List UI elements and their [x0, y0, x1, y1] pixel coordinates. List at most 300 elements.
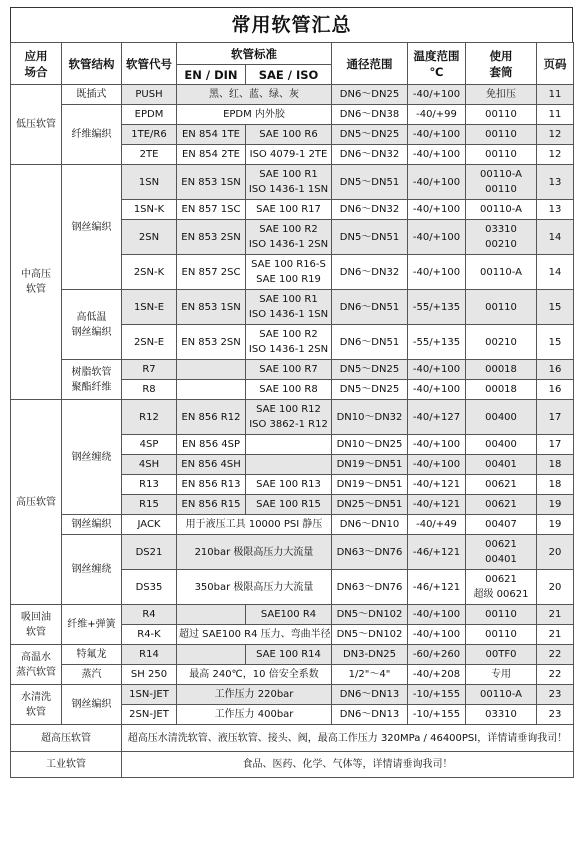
- table-row: [11, 105, 574, 125]
- table-row: [11, 165, 574, 200]
- standard-sae-iso-text: SAE100 R4: [260, 609, 317, 620]
- table-row: [11, 515, 574, 535]
- fitting-text: 00110: [485, 629, 517, 640]
- structure-push-in: [62, 85, 122, 105]
- standard-note-text: 最高 240℃，10 倍安全系数: [189, 669, 319, 680]
- structure-steel-braid: [62, 165, 122, 290]
- standard-note-text: 工作压力 220bar: [214, 689, 294, 700]
- bore-range-text: DN25～DN51: [336, 499, 403, 510]
- standard-note-text: 210bar 极限高压力大流量: [194, 546, 314, 558]
- ultra-high-pressure-label: [11, 725, 122, 752]
- standard-note-text: EPDM 内外胶: [223, 109, 285, 120]
- standard-sae-iso-text: ISO 3862-1 R12: [249, 419, 328, 430]
- industrial-hose-text-text: 食品、医药、化学、气体等，详情请垂询我司！: [242, 759, 453, 770]
- hose-code-text: 2SN: [138, 231, 160, 243]
- temp-range-text: -40/+99: [416, 109, 457, 120]
- standard-sae-iso-text: SAE 100 R6: [259, 129, 318, 140]
- standard-note: [177, 85, 332, 105]
- hose-code-text: 2SN-K: [133, 266, 165, 278]
- hose-code: [122, 475, 177, 495]
- standard-sae-iso-text: SAE 100 R17: [256, 204, 321, 215]
- bore-range-text: DN6～DN13: [339, 709, 400, 720]
- page-number: [537, 360, 574, 380]
- page-number: [537, 125, 574, 145]
- hose-code: [122, 360, 177, 380]
- hose-code-text: R15: [139, 499, 159, 510]
- hose-code: [122, 495, 177, 515]
- structure-steel-spiral-text: 钢丝缠绕: [71, 451, 112, 463]
- structure-ptfe-text: 特氟龙: [76, 649, 107, 660]
- bore-range-text: DN19～DN51: [336, 479, 403, 490]
- temp-range: [408, 145, 466, 165]
- temp-range: [408, 625, 466, 645]
- structure-steel-braid-text: 钢丝编织: [71, 699, 112, 710]
- temp-range: [408, 220, 466, 255]
- standard-note: [177, 625, 332, 645]
- temp-range: [408, 605, 466, 625]
- page-number: [537, 475, 574, 495]
- standard-en-din: [177, 605, 246, 625]
- temp-range-text: -40/+100: [412, 204, 461, 215]
- temp-range: [408, 685, 466, 705]
- standard-en-din-text: EN 853 2SN: [181, 231, 241, 243]
- ultra-high-pressure-text: [122, 725, 574, 752]
- header-code-text: 软管代号: [126, 56, 172, 71]
- bore-range: [332, 220, 408, 255]
- standard-en-din-text: EN 856 R15: [181, 499, 241, 510]
- hose-code: [122, 535, 177, 570]
- fitting: [466, 535, 537, 570]
- temp-range-text: -40/+100: [412, 439, 461, 450]
- page-number-text: 22: [548, 669, 562, 680]
- standard-sae-iso-text: ISO 4079-1 2TE: [249, 149, 328, 160]
- group-mid-high-pressure-text: 中高压: [21, 269, 51, 280]
- fitting-text: 00400: [485, 411, 517, 423]
- group-water-wash: [11, 685, 62, 725]
- header-page: [537, 43, 574, 85]
- fitting: [466, 400, 537, 435]
- header-standard-text: 软管标准: [231, 46, 277, 61]
- page-number-text: 21: [548, 609, 562, 620]
- temp-range: [408, 360, 466, 380]
- hose-code-text: R14: [139, 649, 159, 660]
- bore-range: [332, 325, 408, 360]
- standard-sae-iso-text: SAE 100 R19: [256, 274, 321, 285]
- page-number-text: 19: [548, 499, 562, 510]
- page-number: [537, 455, 574, 475]
- page-number-text: 13: [548, 204, 562, 215]
- hose-code-text: R8: [142, 384, 156, 395]
- header-fitting-text: 套筒: [489, 64, 513, 79]
- fitting-text: 00018: [485, 364, 517, 375]
- bore-range-text: DN6～DN10: [339, 519, 400, 530]
- temp-range: [408, 455, 466, 475]
- bore-range-text: DN19～DN51: [336, 459, 403, 470]
- page-number-text: 23: [548, 689, 562, 700]
- standard-note: [177, 570, 332, 605]
- temp-range: [408, 705, 466, 725]
- page-number-text: 16: [548, 364, 562, 375]
- hose-code-text: 1SN-JET: [129, 689, 169, 700]
- standard-sae-iso-text: SAE 100 R7: [259, 364, 318, 375]
- bore-range: [332, 255, 408, 290]
- standard-sae-iso-text: SAE 100 R8: [259, 384, 318, 395]
- page-number: [537, 495, 574, 515]
- bore-range-text: DN63～DN76: [336, 546, 403, 558]
- fitting-text: 专用: [491, 669, 511, 680]
- temp-range-text: -40/+100: [412, 459, 461, 470]
- structure-steam-text: 蒸汽: [81, 669, 102, 680]
- hose-code-text: 2SN-E: [133, 336, 165, 348]
- bore-range-text: DN5～DN51: [339, 176, 400, 188]
- fitting: [466, 515, 537, 535]
- bore-range: [332, 535, 408, 570]
- page-number: [537, 535, 574, 570]
- temp-range: [408, 535, 466, 570]
- bore-range: [332, 515, 408, 535]
- fitting-text: 00110: [485, 129, 517, 140]
- fitting-text: 00110-A: [479, 204, 523, 215]
- standard-sae-iso: [246, 435, 332, 455]
- standard-en-din: [177, 435, 246, 455]
- standard-sae-iso-text: SAE 100 R2: [259, 224, 318, 235]
- standard-note: [177, 535, 332, 570]
- structure-push-in-text: 既插式: [76, 89, 107, 100]
- fitting-text: 超级 00621: [473, 589, 529, 600]
- structure-steel-spiral: [62, 400, 122, 515]
- fitting: [466, 200, 537, 220]
- temp-range-text: -40/+100: [412, 129, 461, 140]
- hose-code-text: 4SP: [139, 439, 159, 450]
- group-low-pressure: [11, 85, 62, 165]
- temp-range-text: -40/+100: [412, 176, 461, 188]
- hose-summary: [10, 7, 573, 778]
- standard-sae-iso-text: SAE 100 R15: [256, 499, 321, 510]
- temp-range: [408, 325, 466, 360]
- temp-range-text: -10/+155: [412, 689, 461, 700]
- hose-code: [122, 325, 177, 360]
- page-number: [537, 85, 574, 105]
- fitting: [466, 570, 537, 605]
- table-row: [11, 400, 574, 435]
- standard-sae-iso-text: ISO 1436-1 2SN: [248, 344, 329, 355]
- page-number: [537, 200, 574, 220]
- bore-range-text: DN5～DN25: [339, 384, 400, 395]
- fitting: [466, 475, 537, 495]
- page-number-text: 18: [548, 459, 562, 470]
- fitting: [466, 125, 537, 145]
- hose-code-text: R7: [142, 364, 156, 375]
- standard-sae-iso-text: SAE 100 R14: [256, 649, 321, 660]
- standard-en-din: [177, 220, 246, 255]
- temp-range: [408, 475, 466, 495]
- hose-table: [10, 42, 574, 778]
- standard-note-text: 用于液压工具 10000 PSI 静压: [185, 519, 323, 530]
- fitting-text: 00110: [485, 149, 517, 160]
- page-number: [537, 645, 574, 665]
- group-high-pressure-text: 高压软管: [16, 496, 56, 508]
- standard-en-din-text: EN 856 4SH: [181, 459, 241, 470]
- structure-steel-braid: [62, 515, 122, 535]
- table-row: [11, 605, 574, 625]
- temp-range: [408, 435, 466, 455]
- temp-range-text: -40/+100: [412, 364, 461, 375]
- bore-range: [332, 105, 408, 125]
- standard-en-din: [177, 380, 246, 400]
- fitting: [466, 685, 537, 705]
- bore-range: [332, 625, 408, 645]
- page-number-text: 11: [548, 109, 562, 120]
- page-number-text: 21: [548, 629, 562, 640]
- hose-code: [122, 705, 177, 725]
- bore-range: [332, 605, 408, 625]
- page-number: [537, 515, 574, 535]
- fitting: [466, 255, 537, 290]
- structure-steel-spiral: [62, 535, 122, 605]
- standard-en-din: [177, 165, 246, 200]
- group-suction-return-text: 吸回油: [21, 611, 51, 623]
- structure-steam: [62, 665, 122, 685]
- standard-en-din: [177, 400, 246, 435]
- standard-en-din-text: EN 857 1SC: [181, 204, 241, 215]
- fitting-text: 00210: [485, 239, 517, 250]
- hose-code-text: DS21: [135, 546, 163, 558]
- fitting-text: 00401: [485, 554, 517, 565]
- bore-range: [332, 200, 408, 220]
- standard-sae-iso: [246, 360, 332, 380]
- hose-code: [122, 455, 177, 475]
- standard-en-din-text: EN 856 4SP: [182, 439, 240, 450]
- fitting: [466, 105, 537, 125]
- table-row: [11, 645, 574, 665]
- bore-range: [332, 495, 408, 515]
- standard-en-din-text: EN 854 1TE: [181, 129, 241, 140]
- temp-range: [408, 105, 466, 125]
- hose-code-text: JACK: [137, 519, 161, 530]
- temp-range-text: -60/+260: [412, 649, 461, 660]
- header-application: [11, 43, 62, 85]
- header-sae-iso: [246, 65, 332, 85]
- standard-en-din-text: EN 853 1SN: [181, 176, 241, 188]
- structure-fiber-spring-text: 纤维+弹簧: [67, 619, 116, 630]
- hose-code: [122, 125, 177, 145]
- fitting-text: 00621: [485, 479, 517, 490]
- page-number: [537, 325, 574, 360]
- temp-range-text: -55/+135: [412, 336, 461, 348]
- hose-code: [122, 400, 177, 435]
- structure-high-low-temp-steel-braid: [62, 290, 122, 360]
- hose-code-text: 1SN: [138, 176, 160, 188]
- bore-range-text: DN5～DN25: [339, 129, 400, 140]
- temp-range-text: -40/+100: [412, 629, 461, 640]
- hose-code: [122, 515, 177, 535]
- standard-note-text: 超过 SAE100 R4 压力、弯曲半径: [179, 629, 331, 640]
- bore-range: [332, 85, 408, 105]
- page-title: 常用软管汇总: [10, 7, 573, 42]
- header-temp-text: 温度范围: [413, 48, 460, 63]
- page-number: [537, 605, 574, 625]
- fitting-text: 00110: [485, 301, 517, 313]
- temp-range: [408, 85, 466, 105]
- standard-sae-iso: [246, 290, 332, 325]
- structure-resin-polyester-text: 聚酯纤维: [71, 381, 112, 393]
- temp-range-text: -40/+121: [412, 479, 461, 490]
- standard-sae-iso: [246, 145, 332, 165]
- structure-ptfe: [62, 645, 122, 665]
- temp-range-text: -40/+100: [412, 384, 461, 395]
- temp-range: [408, 255, 466, 290]
- page-number-text: 18: [548, 479, 562, 490]
- standard-en-din: [177, 125, 246, 145]
- standard-en-din-text: EN 857 2SC: [181, 266, 241, 278]
- standard-sae-iso: [246, 165, 332, 200]
- standard-sae-iso: [246, 255, 332, 290]
- industrial-hose-text: [122, 752, 574, 778]
- temp-range: [408, 400, 466, 435]
- standard-en-din: [177, 200, 246, 220]
- fitting: [466, 455, 537, 475]
- standard-note: [177, 515, 332, 535]
- standard-note: [177, 665, 332, 685]
- hose-code: [122, 570, 177, 605]
- structure-steel-braid-text: 钢丝编织: [71, 221, 112, 233]
- temp-range: [408, 645, 466, 665]
- hose-code: [122, 380, 177, 400]
- table-row: [11, 290, 574, 325]
- standard-sae-iso-text: SAE 100 R1: [259, 294, 318, 305]
- page-number: [537, 220, 574, 255]
- table-row: [11, 535, 574, 570]
- ultra-high-pressure-text-text: 超高压水清洗软管、液压软管、接头、阀，最高工作压力 320MPa / 46400PSI，详情请垂询我司！: [127, 732, 568, 744]
- header-bore: [332, 43, 408, 85]
- fitting-text: 00621: [485, 539, 517, 550]
- header-temp: [408, 43, 466, 85]
- bore-range-text: DN5～DN102: [336, 629, 403, 640]
- bore-range-text: DN10～DN25: [336, 439, 403, 450]
- standard-sae-iso: [246, 400, 332, 435]
- bore-range: [332, 380, 408, 400]
- structure-resin-polyester-text: 树脂软管: [71, 366, 112, 378]
- fitting-text: 03310: [485, 224, 517, 235]
- hose-code: [122, 255, 177, 290]
- fitting: [466, 705, 537, 725]
- standard-en-din-text: EN 854 2TE: [181, 149, 241, 160]
- hose-code-text: 1TE/R6: [131, 129, 167, 140]
- fitting-text: 00110-A: [479, 266, 523, 278]
- standard-sae-iso-text: SAE 100 R2: [259, 329, 318, 340]
- standard-sae-iso-text: ISO 1436-1 1SN: [248, 309, 329, 320]
- standard-en-din: [177, 255, 246, 290]
- fitting-text: 00110-A: [479, 689, 523, 700]
- fitting: [466, 605, 537, 625]
- standard-en-din-text: EN 856 R12: [181, 411, 241, 423]
- temp-range-text: -40/+208: [412, 669, 461, 680]
- hose-code: [122, 105, 177, 125]
- standard-sae-iso-text: SAE 100 R1: [259, 169, 318, 180]
- temp-range-text: -40/+100: [412, 149, 461, 160]
- page-number-text: 15: [548, 336, 562, 348]
- standard-en-din: [177, 475, 246, 495]
- group-water-wash-text: 水清洗: [21, 691, 51, 703]
- table-row: [11, 685, 574, 705]
- hose-code-text: PUSH: [135, 89, 163, 100]
- temp-range: [408, 380, 466, 400]
- bore-range: [332, 665, 408, 685]
- standard-en-din: [177, 325, 246, 360]
- temp-range: [408, 570, 466, 605]
- standard-sae-iso: [246, 380, 332, 400]
- standard-sae-iso: [246, 605, 332, 625]
- bore-range-text: DN6～DN32: [339, 204, 400, 215]
- group-hot-water-steam: [11, 645, 62, 685]
- page-number: [537, 255, 574, 290]
- group-suction-return-text: 软管: [26, 626, 46, 638]
- temp-range-text: -40/+100: [412, 231, 461, 243]
- page-number-text: 16: [548, 384, 562, 395]
- page-number-text: 15: [548, 301, 562, 313]
- fitting: [466, 145, 537, 165]
- hose-code-text: 1SN-E: [133, 301, 165, 313]
- hose-code: [122, 435, 177, 455]
- hose-code: [122, 605, 177, 625]
- fitting: [466, 625, 537, 645]
- group-low-pressure-text: 低压软管: [16, 119, 56, 130]
- bore-range: [332, 400, 408, 435]
- structure-fiber-braid-text: 纤维编织: [71, 129, 112, 140]
- standard-sae-iso: [246, 475, 332, 495]
- fitting: [466, 360, 537, 380]
- bore-range: [332, 165, 408, 200]
- page-number-text: 12: [548, 129, 562, 140]
- temp-range: [408, 125, 466, 145]
- standard-en-din-text: EN 856 R13: [181, 479, 241, 490]
- bore-range-text: DN6～DN38: [339, 109, 400, 120]
- standard-en-din-text: EN 853 2SN: [181, 336, 241, 348]
- industrial-hose-label: [11, 752, 122, 778]
- standard-sae-iso: [246, 645, 332, 665]
- ultra-high-pressure-label-text: 超高压软管: [41, 732, 91, 744]
- group-high-pressure: [11, 400, 62, 605]
- standard-sae-iso-text: SAE 100 R16-S: [251, 259, 326, 270]
- bore-range-text: DN5～DN25: [339, 364, 400, 375]
- fitting-text: 00TF0: [485, 649, 517, 660]
- standard-note-text: 黑、红、蓝、绿、灰: [209, 89, 299, 100]
- page-number-text: 17: [548, 439, 562, 450]
- structure-steel-braid: [62, 685, 122, 725]
- header-page-text: 页码: [543, 56, 567, 71]
- bore-range: [332, 705, 408, 725]
- industrial-hose-label-text: 工业软管: [46, 759, 86, 770]
- standard-sae-iso: [246, 325, 332, 360]
- bore-range: [332, 435, 408, 455]
- header-application-text: 场合: [24, 64, 48, 79]
- hose-code: [122, 645, 177, 665]
- fitting: [466, 85, 537, 105]
- fitting-text: 00621: [485, 574, 517, 585]
- standard-note-text: 350bar 极限高压力大流量: [194, 581, 314, 593]
- hose-code-text: R12: [139, 411, 159, 423]
- page-number: [537, 705, 574, 725]
- fitting: [466, 165, 537, 200]
- hose-code-text: SH 250: [130, 669, 168, 680]
- page-number-text: 22: [548, 649, 562, 660]
- page-number-text: 14: [548, 231, 562, 243]
- standard-en-din-text: EN 853 1SN: [181, 301, 241, 313]
- header-structure-text: 软管结构: [68, 56, 115, 71]
- hose-code-text: R4-K: [137, 629, 161, 640]
- header-en-din: [177, 65, 246, 85]
- standard-note: [177, 685, 332, 705]
